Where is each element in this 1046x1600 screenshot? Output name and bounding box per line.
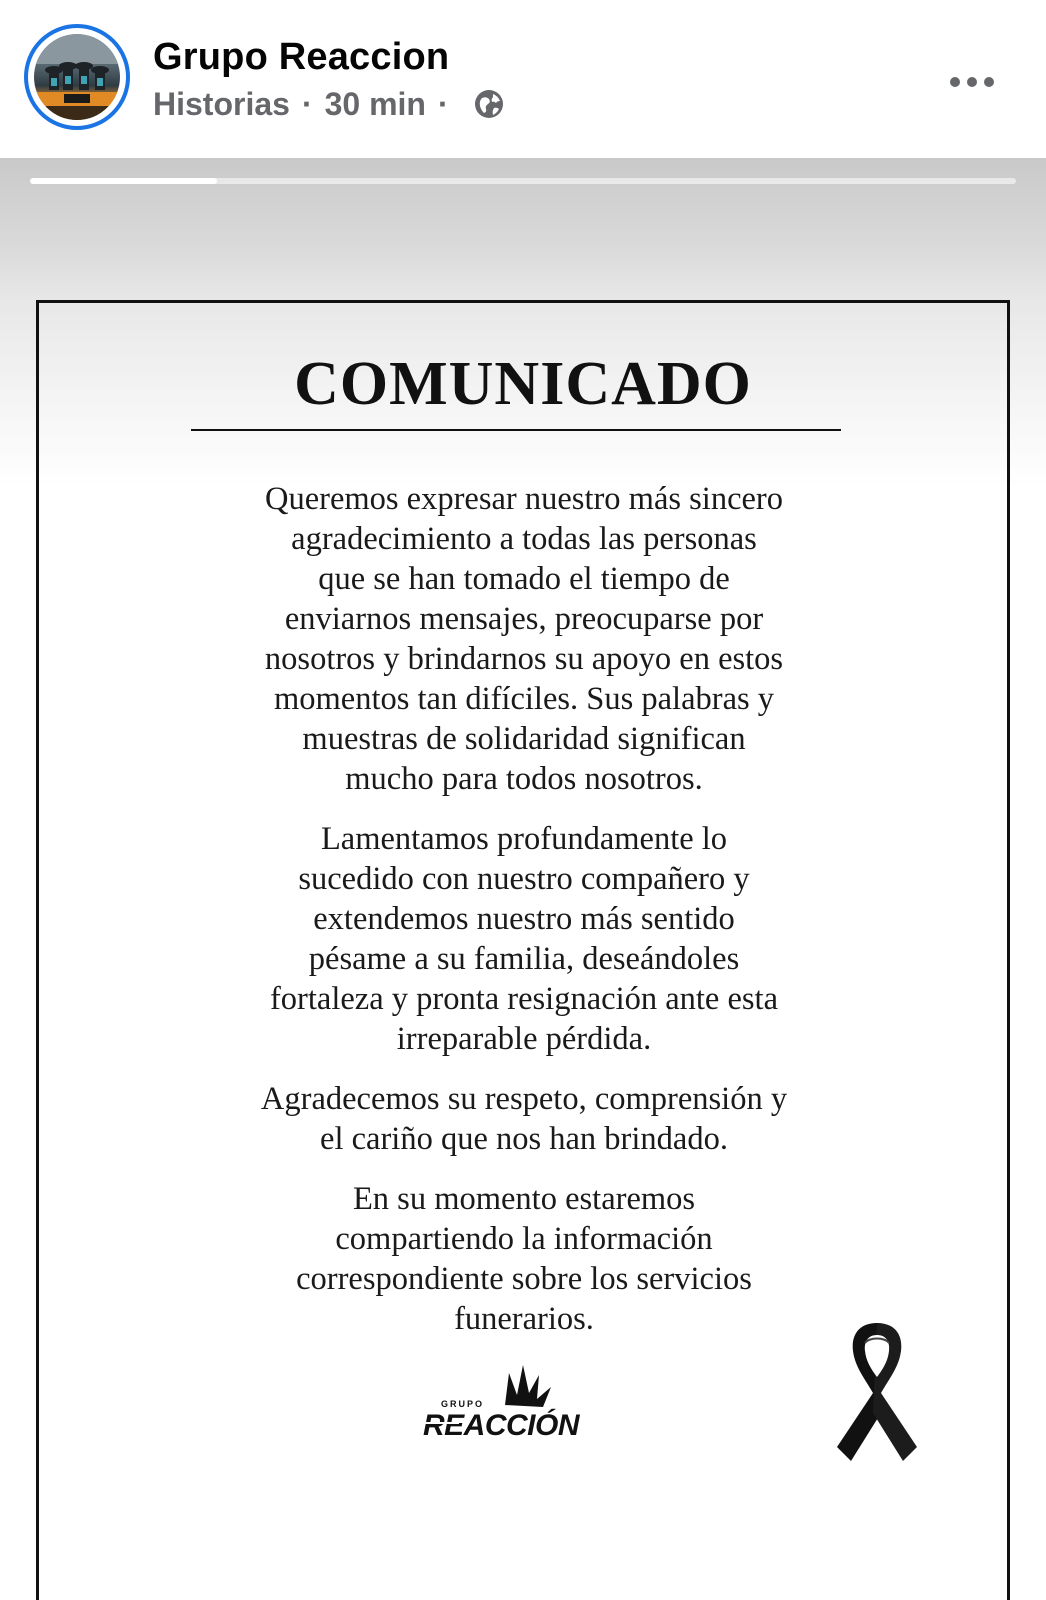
text-line: compartiendo la información — [335, 1221, 713, 1257]
story-time: 30 min — [324, 85, 426, 122]
notice-card — [36, 300, 1010, 1600]
notice-paragraph — [149, 1079, 899, 1159]
logo-main-text: REACCIÓN — [423, 1409, 580, 1442]
grupo-reaccion-logo — [419, 1363, 615, 1443]
text-line: muestras de solidaridad significan — [302, 721, 746, 757]
text-line: nosotros y brindarnos su apoyo en estos — [264, 641, 784, 677]
notice-paragraph — [149, 1179, 899, 1339]
text-line: mucho para todos nosotros. — [345, 761, 703, 797]
text-line: enviarnos mensajes, preocuparse por — [284, 601, 764, 637]
text-line: funerarios. — [454, 1301, 594, 1337]
meta-separator: · — [437, 85, 449, 122]
notice-paragraph — [149, 479, 899, 799]
text-line: extendemos nuestro más sentido — [313, 901, 735, 937]
notice-title: COMUNICADO — [294, 350, 752, 418]
text-line: Queremos expresar nuestro más sincero — [264, 481, 784, 517]
page-name[interactable]: Grupo Reaccion — [153, 36, 450, 78]
text-line: momentos tan difíciles. Sus palabras y — [273, 681, 775, 717]
mourning-ribbon-icon — [829, 1315, 925, 1463]
text-line: sucedido con nuestro compañero y — [298, 861, 750, 897]
text-line: correspondiente sobre los servicios — [296, 1261, 752, 1297]
story-progress-fill — [30, 178, 217, 184]
text-line: que se han tomado el tiempo de — [318, 561, 730, 597]
text-line: fortaleza y pronta resignación ante esta — [269, 981, 779, 1017]
text-line: agradecimiento a todas las personas — [291, 521, 757, 557]
text-line: Lamentamos profundamente lo — [320, 821, 728, 857]
title-divider — [191, 429, 841, 431]
story-source: Historias — [153, 85, 290, 122]
text-line: Agradecemos su respeto, comprensión y — [260, 1081, 788, 1117]
story-header — [0, 0, 1046, 158]
globe-icon — [473, 88, 505, 120]
text-line: el cariño que nos han brindado. — [320, 1121, 728, 1157]
more-options-icon[interactable] — [950, 72, 994, 92]
logo-small-text: GRUPO — [441, 1399, 485, 1409]
text-line: En su momento estaremos — [352, 1181, 696, 1217]
story-content — [0, 158, 1046, 1600]
meta-separator: · — [301, 85, 313, 122]
story-meta — [153, 84, 505, 124]
text-line: irreparable pérdida. — [396, 1021, 652, 1057]
text-line: pésame a su familia, deseándoles — [308, 941, 740, 977]
avatar-image — [34, 34, 120, 120]
story-progress-bar — [30, 178, 1016, 184]
profile-avatar[interactable] — [24, 24, 130, 130]
notice-paragraph — [149, 819, 899, 1059]
